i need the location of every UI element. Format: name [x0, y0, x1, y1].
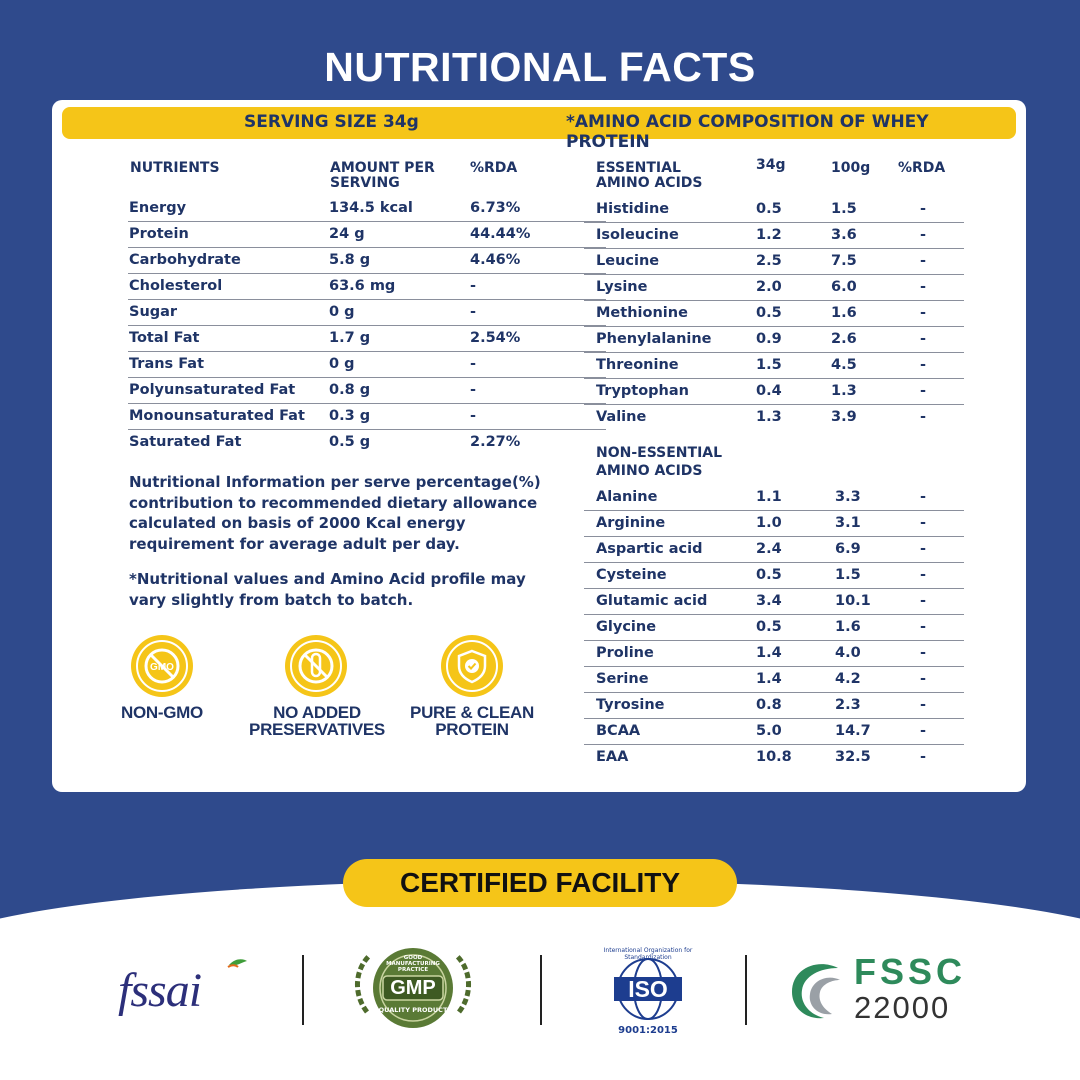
nonessential-amino-cell: 1.4	[756, 645, 782, 661]
nonessential-amino-cell: 6.9	[835, 541, 861, 557]
nutrient-cell: Carbohydrate	[129, 252, 241, 268]
serving-band	[62, 107, 1016, 152]
essential-amino-cell: 1.6	[831, 305, 857, 321]
no-preservatives-label: NO ADDED PRESERVATIVES	[249, 703, 385, 739]
essential-amino-cell: 0.9	[756, 331, 782, 347]
nonessential-amino-row	[584, 589, 964, 615]
essential-amino-cell: -	[920, 331, 927, 347]
nutrient-cell: 4.46%	[470, 252, 521, 268]
nutrient-cell: Saturated Fat	[129, 434, 242, 450]
nonessential-amino-cell: 2.3	[835, 697, 861, 713]
nutrient-cell: -	[470, 356, 477, 372]
nutrient-cell: 5.8 g	[329, 252, 371, 268]
nutrient-row	[128, 196, 606, 222]
nutrient-cell: 1.7 g	[329, 330, 371, 346]
gmo-crossed-icon	[131, 635, 193, 697]
nutrient-cell: 0.8 g	[329, 382, 371, 398]
nonessential-amino-cell: Proline	[596, 645, 654, 661]
no-preservatives-icon	[285, 635, 347, 697]
nonessential-amino-row	[584, 615, 964, 641]
essential-amino-row	[584, 275, 964, 301]
nutrient-row	[128, 248, 606, 274]
fssai-logo: fssai	[116, 955, 251, 1025]
pure-protein-label: PURE & CLEAN PROTEIN	[410, 703, 534, 739]
nutrient-row	[128, 300, 606, 326]
nonessential-amino-cell: Serine	[596, 671, 649, 687]
nutrient-cell: 0.5 g	[329, 434, 371, 450]
essential-amino-cell: 0.4	[756, 383, 782, 399]
nonessential-amino-cell: 2.4	[756, 541, 782, 557]
nutrient-row	[128, 430, 606, 456]
nutrient-row	[128, 326, 606, 352]
nonessential-amino-cell: 1.0	[756, 515, 782, 531]
nonessential-amino-cell: Arginine	[596, 515, 666, 531]
nutrient-cell: -	[470, 408, 477, 424]
nonessential-amino-cell: -	[920, 515, 927, 531]
nonessential-amino-row	[584, 641, 964, 667]
nonessential-amino-cell: 10.1	[835, 593, 871, 609]
nonessential-amino-row	[584, 537, 964, 563]
essential-table	[584, 197, 964, 431]
nutrient-cell: 2.27%	[470, 434, 521, 450]
nonessential-amino-row	[584, 511, 964, 537]
nonessential-amino-cell: 1.5	[835, 567, 861, 583]
essential-amino-cell: Valine	[596, 409, 647, 425]
essential-amino-cell: -	[920, 305, 927, 321]
essential-amino-row	[584, 353, 964, 379]
essential-amino-row	[584, 223, 964, 249]
no-preservatives-badge-circle	[285, 635, 347, 697]
nutrient-row	[128, 274, 606, 300]
rda-header: %RDA	[470, 160, 518, 176]
nutrient-cell: Energy	[129, 200, 187, 216]
nutrient-cell: 0 g	[329, 304, 355, 320]
nutrient-cell: Polyunsaturated Fat	[129, 382, 296, 398]
nutrient-row	[128, 352, 606, 378]
nonessential-amino-cell: 14.7	[835, 723, 871, 739]
page-title: NUTRITIONAL FACTS	[324, 44, 756, 90]
essential-amino-cell: Leucine	[596, 253, 660, 269]
rda-note: Nutritional Information per serve percentage(%) contribution to recommended dietary allowance calculated on basis of 2000 Kcal energy requirement for average adult per day.	[129, 473, 541, 553]
nutrient-cell: 24 g	[329, 226, 365, 242]
nonessential-amino-cell: 4.2	[835, 671, 861, 687]
nutrients-header: NUTRIENTS	[130, 160, 220, 176]
nonessential-amino-cell: Glutamic acid	[596, 593, 708, 609]
nutrient-cell: 2.54%	[470, 330, 521, 346]
nonessential-amino-cell: -	[920, 749, 927, 765]
fssc-swirl-icon	[788, 958, 848, 1024]
nonessential-amino-cell: 1.4	[756, 671, 782, 687]
essential-amino-cell: -	[920, 253, 927, 269]
nutrient-cell: -	[470, 304, 477, 320]
essential-amino-cell: 0.5	[756, 201, 782, 217]
essential-amino-row	[584, 197, 964, 223]
certified-facility-pill: CERTIFIED FACILITY	[343, 859, 737, 907]
nonessential-amino-cell: Alanine	[596, 489, 658, 505]
nonessential-amino-cell: 1.1	[756, 489, 782, 505]
nonessential-amino-cell: 4.0	[835, 645, 861, 661]
essential-amino-cell: -	[920, 383, 927, 399]
nonessential-amino-cell: -	[920, 567, 927, 583]
logo-separator-3	[745, 955, 747, 1025]
nutrient-cell: Cholesterol	[129, 278, 223, 294]
essential-amino-cell: 1.3	[831, 383, 857, 399]
variation-note: *Nutritional values and Amino Acid profile may vary slightly from batch to batch.	[129, 570, 526, 609]
nonessential-amino-cell: Glycine	[596, 619, 657, 635]
essential-amino-cell: -	[920, 227, 927, 243]
logo-separator-1	[302, 955, 304, 1025]
nonessential-amino-cell: Aspartic acid	[596, 541, 703, 557]
nonessential-amino-cell: 0.5	[756, 619, 782, 635]
nutrient-cell: 63.6 mg	[329, 278, 396, 294]
essential-amino-cell: 4.5	[831, 357, 857, 373]
essential-amino-cell: 0.5	[756, 305, 782, 321]
nonessential-amino-cell: -	[920, 541, 927, 557]
essential-rda-header: %RDA	[898, 160, 946, 176]
fssc-logo: FSSC 22000	[788, 952, 968, 1028]
nonessential-amino-cell: 32.5	[835, 749, 871, 765]
essential-amino-cell: Tryptophan	[596, 383, 689, 399]
nonessential-amino-cell: -	[920, 723, 927, 739]
nonessential-amino-cell: 5.0	[756, 723, 782, 739]
nutrient-cell: 44.44%	[470, 226, 531, 242]
essential-amino-cell: 2.0	[756, 279, 782, 295]
nonessential-amino-cell: -	[920, 619, 927, 635]
serving-size-label: SERVING SIZE 34g	[244, 112, 419, 132]
nutrient-row	[128, 378, 606, 404]
gmp-logo: GMP GOOD MANUFACTURING PRACTICE QUALITY PRODUCT	[347, 942, 479, 1038]
nonessential-table	[584, 485, 964, 771]
nonessential-amino-cell: 1.6	[835, 619, 861, 635]
essential-amino-cell: 3.6	[831, 227, 857, 243]
nonessential-amino-cell: -	[920, 593, 927, 609]
essential-100g-header: 100g	[831, 160, 871, 176]
nonessential-amino-cell: -	[920, 671, 927, 687]
nutrient-cell: 6.73%	[470, 200, 521, 216]
essential-amino-cell: Threonine	[596, 357, 679, 373]
essential-amino-row	[584, 249, 964, 275]
nonessential-amino-cell: EAA	[596, 749, 629, 765]
nutrient-row	[128, 222, 606, 248]
nutrient-cell: 134.5 kcal	[329, 200, 413, 216]
essential-34g-header: 34g	[756, 157, 786, 173]
nonessential-amino-row	[584, 563, 964, 589]
essential-amino-row	[584, 405, 964, 431]
nonessential-amino-cell: Tyrosine	[596, 697, 665, 713]
essential-amino-cell: 7.5	[831, 253, 857, 269]
essential-amino-cell: -	[920, 357, 927, 373]
amount-header: AMOUNT PER SERVING	[330, 160, 435, 191]
nutrient-cell: Sugar	[129, 304, 178, 320]
essential-amino-cell: 6.0	[831, 279, 857, 295]
nutrient-cell: Total Fat	[129, 330, 200, 346]
nonessential-amino-cell: 0.8	[756, 697, 782, 713]
essential-amino-cell: 3.9	[831, 409, 857, 425]
nutrient-row	[128, 404, 606, 430]
nonessential-amino-cell: 0.5	[756, 567, 782, 583]
nutrient-cell: Protein	[129, 226, 189, 242]
nonessential-header: NON-ESSENTIAL AMINO ACIDS	[596, 445, 723, 479]
svg-text:GMO: GMO	[150, 662, 174, 673]
non-gmo-label: NON-GMO	[121, 703, 203, 722]
essential-amino-cell: 2.6	[831, 331, 857, 347]
essential-amino-cell: -	[920, 201, 927, 217]
essential-amino-cell: 1.3	[756, 409, 782, 425]
essential-amino-cell: Isoleucine	[596, 227, 679, 243]
essential-amino-cell: -	[920, 279, 927, 295]
amino-composition-label: *AMINO ACID COMPOSITION OF WHEY PROTEIN	[566, 112, 929, 152]
nonessential-amino-cell: 10.8	[756, 749, 792, 765]
nutrition-card	[52, 100, 1026, 792]
nutrient-cell: -	[470, 278, 477, 294]
nonessential-amino-row	[584, 745, 964, 771]
essential-amino-cell: Methionine	[596, 305, 688, 321]
nutrient-cell: -	[470, 382, 477, 398]
essential-amino-cell: 1.5	[831, 201, 857, 217]
nutrients-table	[128, 196, 606, 456]
essential-amino-cell: Phenylalanine	[596, 331, 712, 347]
nutrient-cell: 0 g	[329, 356, 355, 372]
iso-logo: ISO International Organization for Standardization 9001:2015	[592, 945, 704, 1041]
pure-protein-badge-circle	[441, 635, 503, 697]
nonessential-amino-row	[584, 485, 964, 511]
nonessential-amino-row	[584, 667, 964, 693]
nutrient-cell: Monounsaturated Fat	[129, 408, 305, 424]
essential-amino-cell: 1.2	[756, 227, 782, 243]
nonessential-amino-cell: -	[920, 697, 927, 713]
nonessential-amino-cell: 3.1	[835, 515, 861, 531]
essential-amino-row	[584, 379, 964, 405]
essential-amino-cell: Lysine	[596, 279, 648, 295]
nonessential-amino-cell: -	[920, 489, 927, 505]
nutrient-cell: 0.3 g	[329, 408, 371, 424]
essential-amino-row	[584, 301, 964, 327]
essential-amino-cell: -	[920, 409, 927, 425]
nonessential-amino-cell: 3.4	[756, 593, 782, 609]
nonessential-amino-row	[584, 719, 964, 745]
nonessential-amino-row	[584, 693, 964, 719]
essential-amino-row	[584, 327, 964, 353]
essential-amino-cell: 1.5	[756, 357, 782, 373]
non-gmo-badge-circle	[131, 635, 193, 697]
nutrient-cell: Trans Fat	[129, 356, 205, 372]
shield-check-icon	[441, 635, 503, 697]
nonessential-amino-cell: -	[920, 645, 927, 661]
nonessential-amino-cell: 3.3	[835, 489, 861, 505]
logo-separator-2	[540, 955, 542, 1025]
essential-amino-cell: Histidine	[596, 201, 670, 217]
essential-amino-cell: 2.5	[756, 253, 782, 269]
nonessential-amino-cell: BCAA	[596, 723, 641, 739]
nonessential-amino-cell: Cysteine	[596, 567, 667, 583]
essential-header: ESSENTIAL AMINO ACIDS	[596, 160, 703, 191]
